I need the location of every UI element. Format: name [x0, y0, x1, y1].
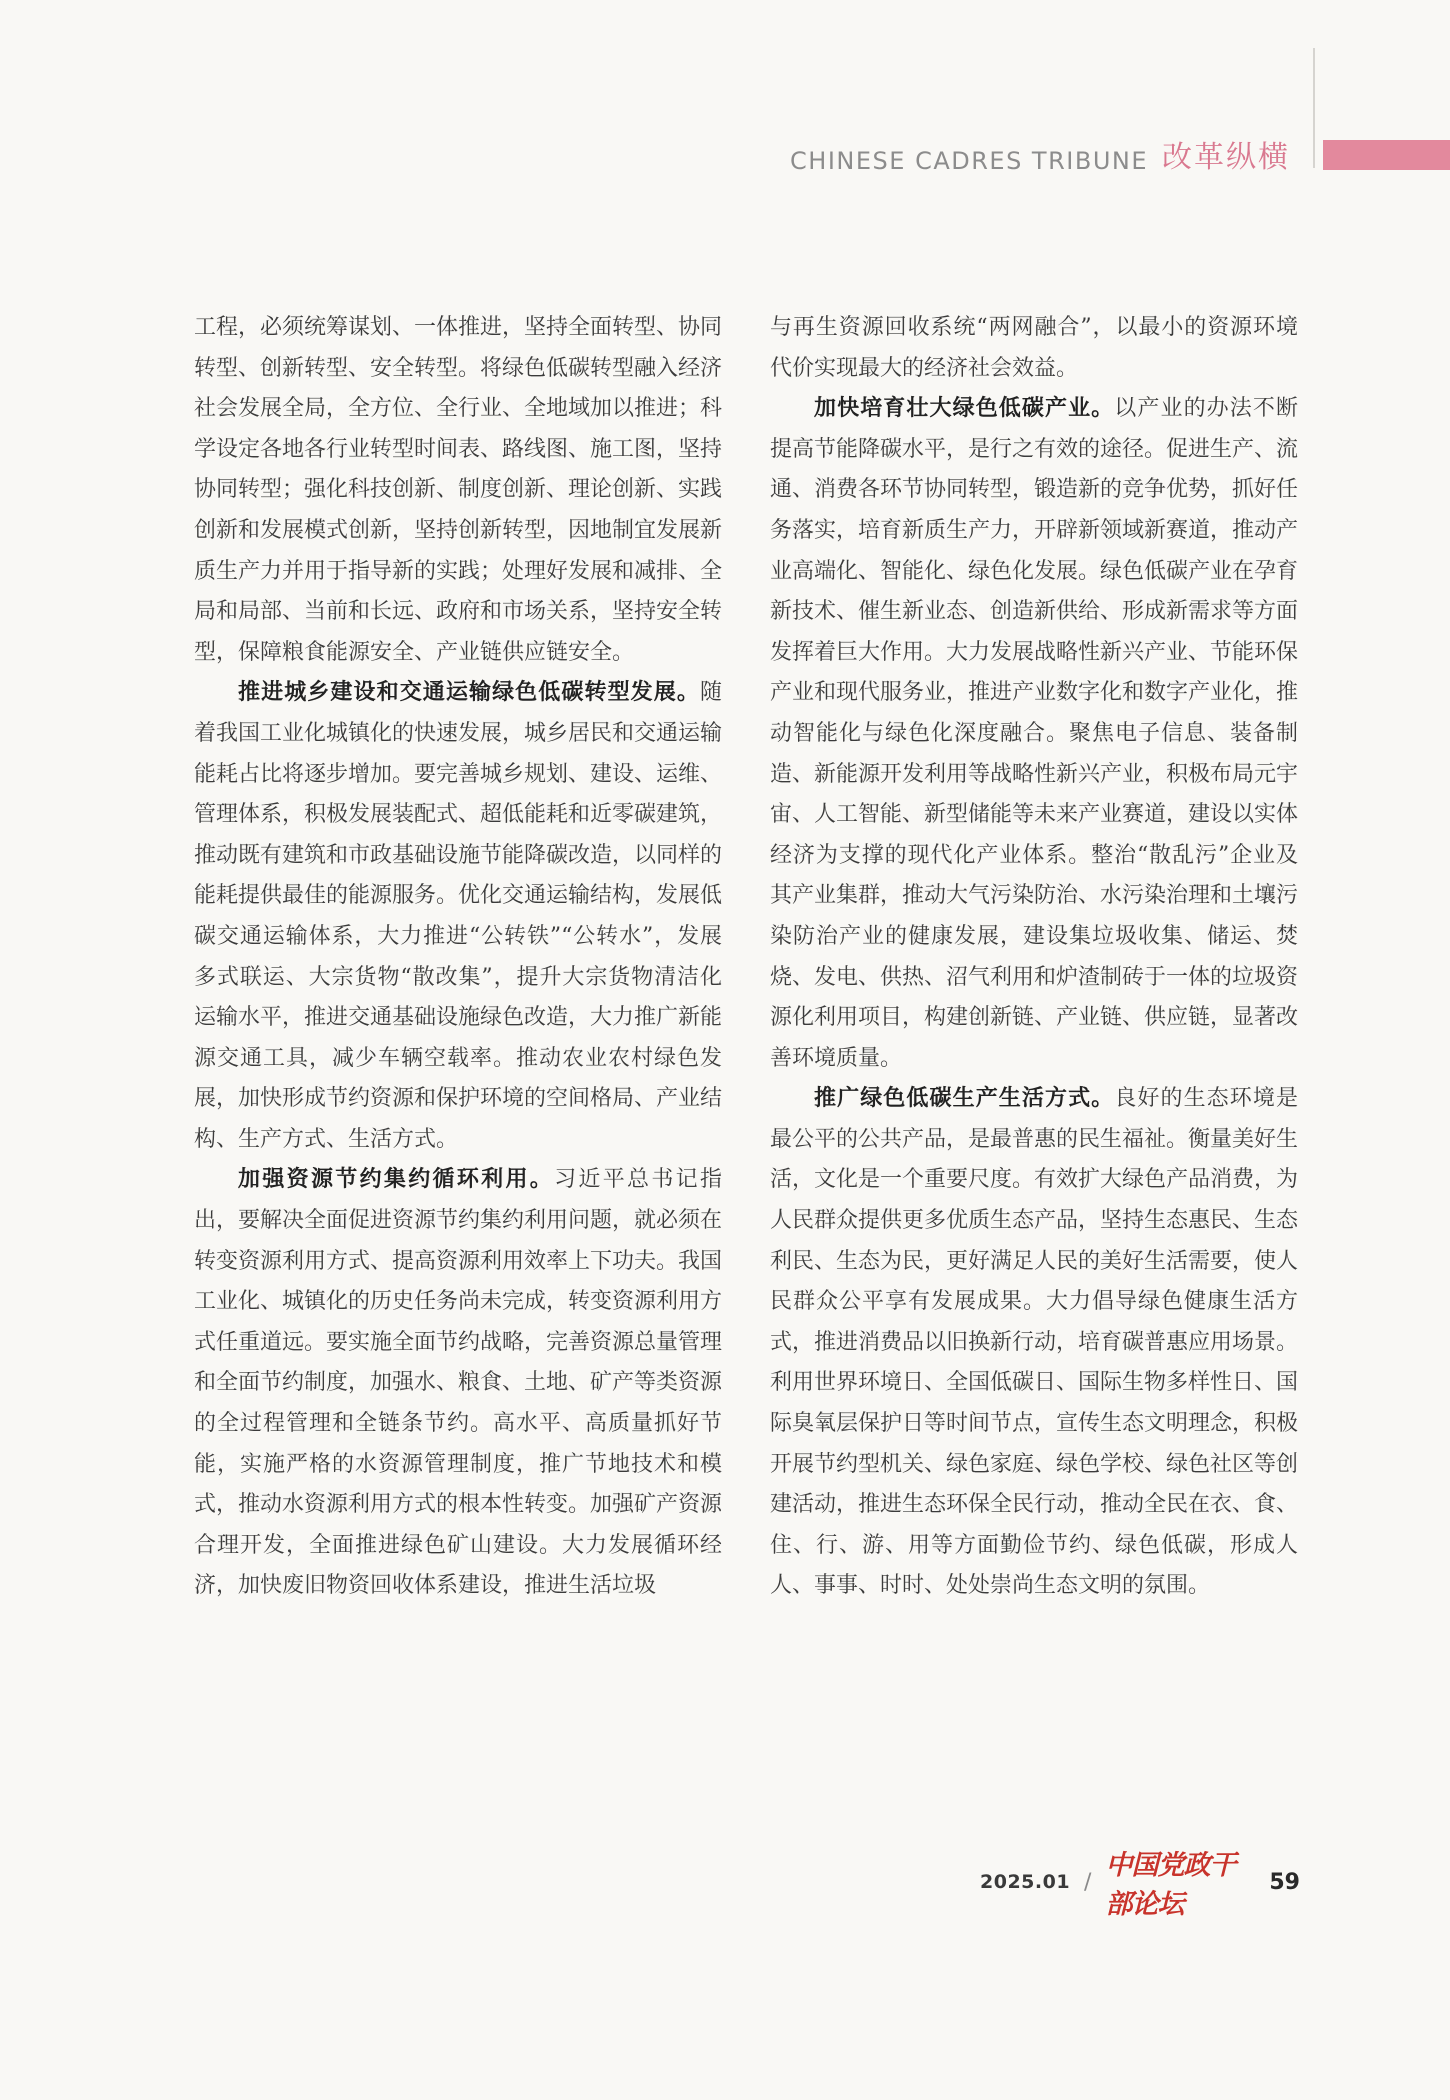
page-number: 59 [1269, 1869, 1300, 1895]
paragraph-lead: 推进城乡建设和交通运输绿色低碳转型发展。 [238, 680, 700, 706]
right-column [770, 308, 1298, 1607]
left-column [194, 308, 722, 1607]
header-divider-line [1313, 48, 1315, 168]
paragraph-lead: 加快培育壮大绿色低碳产业。 [814, 396, 1115, 422]
footer-separator: / [1084, 1869, 1092, 1895]
paragraph [194, 1160, 722, 1607]
paragraph-body: 良好的生态环境是最公平的公共产品，是最普惠的民生福祉。衡量美好生活，文化是一个重要尺度。有效扩大绿色产品消费，为人民群众提供更多优质生态产品，坚持生态惠民、生态利民、生态为民，更好满足人民的美好生活需要，使人民群众公平享有发展成果。大力倡导绿色健康生活方式，推进消费品以旧换新行动，培育碳普惠应用场景。利用世界环境日、全国低碳日、国际生物多样性日、国际臭氧层保护日等时间节点，宣传生态文明理念，积极开展节约型机关、绿色家庭、绿色学校、绿色社区等创建活动，推进生态环保全民行动，推动全民在衣、食、住、行、游、用等方面勤俭节约、绿色低碳，形成人人、事事、时时、处处崇尚生态文明的氛围。 [770, 1086, 1299, 1599]
paragraph: 与再生资源回收系统“两网融合”，以最小的资源环境代价实现最大的经济社会效益。 [770, 315, 1298, 381]
paragraph [770, 1079, 1298, 1607]
page-footer [980, 1850, 1300, 1920]
magazine-english-title: CHINESE CADRES TRIBUNE [790, 147, 1148, 175]
paragraph-body: 随着我国工业化城镇化的快速发展，城乡居民和交通运输能耗占比将逐步增加。要完善城乡规划、建设、运维、管理体系，积极发展装配式、超低能耗和近零碳建筑，推动既有建筑和市政基础设施节能降碳改造，以同样的能耗提供最佳的能源服务。优化交通运输结构，发展低碳交通运输体系，大力推进“公转铁”“公转水”，发展多式联运、大宗货物“散改集”，提升大宗货物清洁化运输水平，推进交通基础设施绿色改造，大力推广新能源交通工具，减少车辆空载率。推动农业农村绿色发展，加快形成节约资源和保护环境的空间格局、产业结构、生产方式、生活方式。 [194, 680, 723, 1152]
section-color-bar [1323, 140, 1450, 170]
paragraph-body: 以产业的办法不断提高节能降碳水平，是行之有效的途径。促进生产、流通、消费各环节协同转型，锻造新的竞争优势，抓好任务落实，培育新质生产力，开辟新领域新赛道，推动产业高端化、智能化、绿色化发展。绿色低碳产业在孕育新技术、催生新业态、创造新供给、形成新需求等方面发挥着巨大作用。大力发展战略性新兴产业、节能环保产业和现代服务业，推进产业数字化和数字产业化，推动智能化与绿色化深度融合。聚焦电子信息、装备制造、新能源开发利用等战略性新兴产业，积极布局元宇宙、人工智能、新型储能等未来产业赛道，建设以实体经济为支撑的现代化产业体系。整治“散乱污”企业及其产业集群，推动大气污染防治、水污染治理和土壤污染防治产业的健康发展，建设集垃圾收集、储运、焚烧、发电、供热、沼气利用和炉渣制砖于一体的垃圾资源化利用项目，构建创新链、产业链、供应链，显著改善环境质量。 [770, 396, 1299, 1071]
running-header [790, 132, 1290, 176]
paragraph: 工程，必须统筹谋划、一体推进，坚持全面转型、协同转型、创新转型、安全转型。将绿色低碳转型融入经济社会发展全局，全方位、全行业、全地域加以推进；科学设定各地各行业转型时间表、路线图、施工图，坚持协同转型；强化科技创新、制度创新、理论创新、实践创新和发展模式创新，坚持创新转型，因地制宜发展新质生产力并用于指导新的实践；处理好发展和减排、全局和局部、当前和长远、政府和市场关系，坚持安全转型，保障粮食能源安全、产业链供应链安全。 [194, 315, 723, 665]
paragraph-body: 习近平总书记指出，要解决全面促进资源节约集约利用问题，就必须在转变资源利用方式、提高资源利用效率上下功夫。我国工业化、城镇化的历史任务尚未完成，转变资源利用方式任重道远。要实施全面节约战略，完善资源总量管理和全面节约制度，加强水、粮食、土地、矿产等类资源的全过程管理和全链条节约。高水平、高质量抓好节能，实施严格的水资源管理制度，推广节地技术和模式，推动水资源利用方式的根本性转变。加强矿产资源合理开发，全面推进绿色矿山建设。大力发展循环经济，加快废旧物资回收体系建设，推进生活垃圾 [194, 1167, 723, 1599]
paragraph [770, 389, 1298, 1079]
issue-date: 2025.01 [980, 1871, 1071, 1893]
paragraph [194, 673, 722, 1160]
paragraph-lead: 推广绿色低碳生产生活方式。 [814, 1086, 1115, 1112]
section-title: 改革纵横 [1162, 140, 1290, 175]
paragraph-lead: 加强资源节约集约循环利用。 [238, 1167, 555, 1193]
magazine-logo: 中国党政干部论坛 [1105, 1850, 1236, 1920]
